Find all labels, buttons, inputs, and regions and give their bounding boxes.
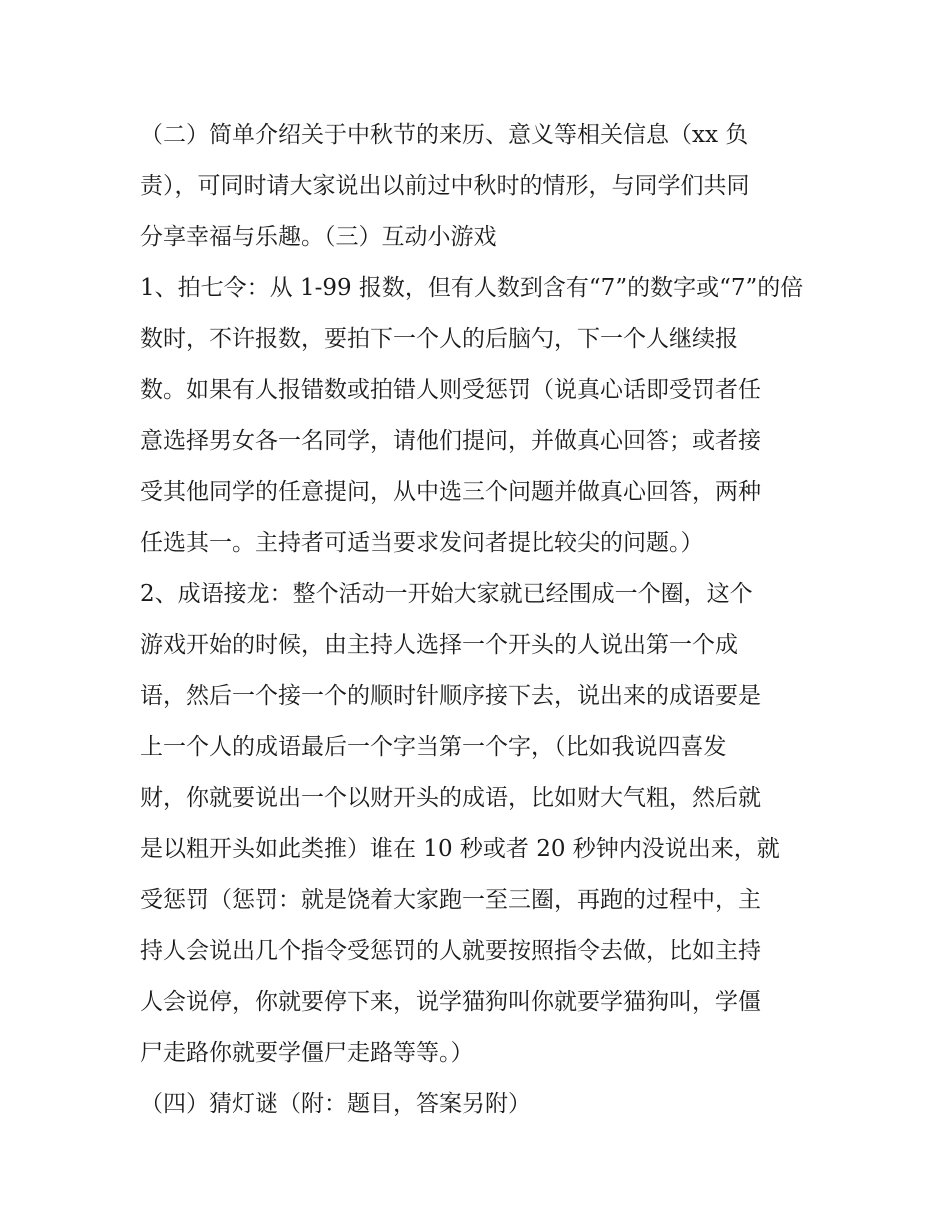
document-body: [140, 110, 820, 1130]
text-line: 受其他同学的任意提问，从中选三个问题并做真心回答，两种: [140, 479, 761, 505]
text-line: 持人会说出几个指令受惩罚的人就要按照指令去做，比如主持: [140, 938, 761, 964]
text-line: 2、成语接龙：整个活动一开始大家就已经围成一个圈，这个: [140, 581, 753, 607]
text-line: 任选其一。主持者可适当要求发问者提比较尖的问题。）: [140, 530, 704, 556]
text-line: 1、拍七令：从 1-99 报数，但有人数到含有“7”的数字或“7”的倍: [140, 275, 804, 301]
text-line: （二）简单介绍关于中秋节的来历、意义等相关信息（xx 负: [140, 122, 749, 148]
text-line: 是以粗开头如此类推）谁在 10 秒或者 20 秒钟内没说出来，就: [140, 836, 780, 862]
text-line: 上一个人的成语最后一个字当第一个字，（比如我说四喜发: [140, 734, 727, 760]
text-line: 受惩罚（惩罚：就是饶着大家跑一至三圈，再跑的过程中，主: [140, 887, 761, 913]
text-line: 分享幸福与乐趣。（三）互动小游戏: [140, 224, 497, 250]
text-line: 财，你就要说出一个以财开头的成语，比如财大气粗，然后就: [140, 785, 761, 811]
text-line: 尸走路你就要学僵尸走路等等。）: [140, 1040, 474, 1066]
text-line: 语，然后一个接一个的顺时针顺序接下去，说出来的成语要是: [140, 683, 761, 709]
text-line: 人会说停，你就要停下来，说学猫狗叫你就要学猫狗叫，学僵: [140, 989, 761, 1015]
text-line: 责），可同时请大家说出以前过中秋时的情形，与同学们共同: [140, 173, 750, 199]
text-line: 数。如果有人报错数或拍错人则受惩罚（说真心话即受罚者任: [140, 377, 761, 403]
text-line: 游戏开始的时候，由主持人选择一个开头的人说出第一个成: [140, 632, 738, 658]
text-line: 数时，不许报数，要拍下一个人的后脑勺，下一个人继续报: [140, 326, 738, 352]
text-line: 意选择男女各一名同学，请他们提问，并做真心回答；或者接: [140, 428, 761, 454]
text-line: （四）猜灯谜（附：题目，答案另附）: [140, 1091, 531, 1117]
